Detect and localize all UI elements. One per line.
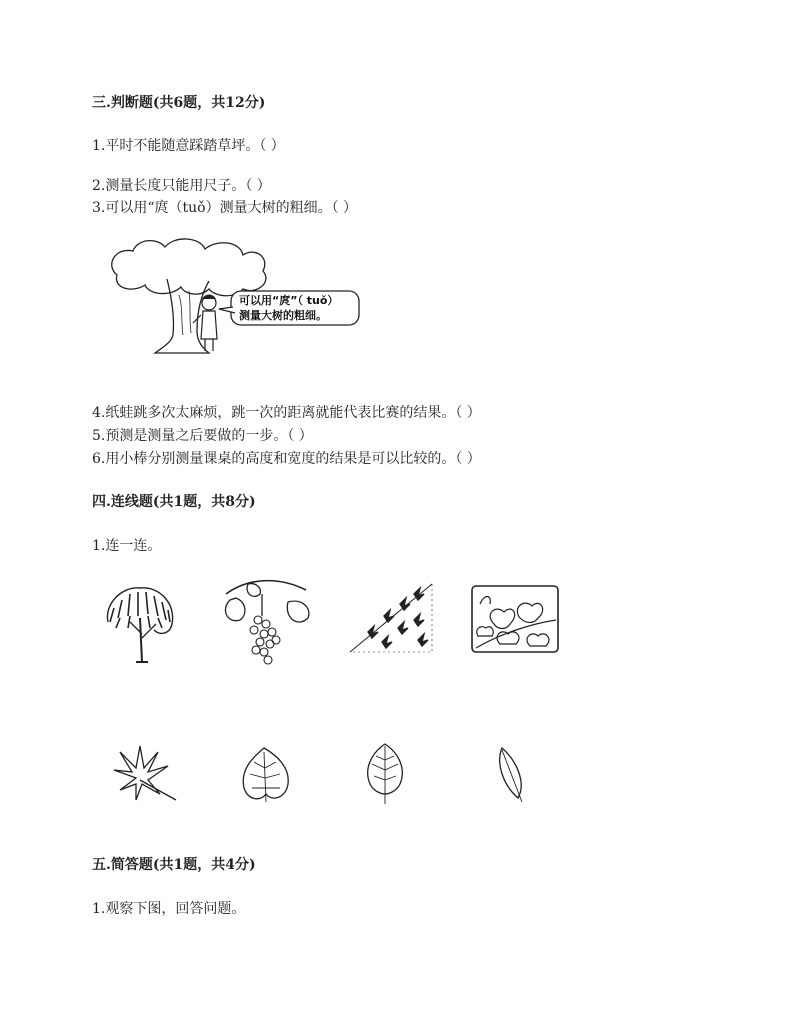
bubble-line-1: 可以用“庹”（ tuǒ） (239, 294, 339, 307)
maple-leaf-image (106, 744, 178, 804)
maple-branch-image (348, 582, 434, 654)
willow-leaf-image (492, 744, 532, 806)
oval-leaf-image (360, 740, 410, 806)
question-6: 6.用小棒分别测量课桌的高度和宽度的结果是可以比较的。（ ） (92, 451, 481, 467)
section-heading-short-answer: 五.简答题(共1题，共4分) (92, 857, 256, 873)
section-heading-matching: 四.连线题(共1题，共8分) (92, 494, 256, 510)
ivy-plant-image (470, 584, 560, 654)
matching-question-1: 1.连一连。 (92, 538, 162, 554)
question-1: 1.平时不能随意踩踏草坪。（ ） (92, 138, 285, 154)
heart-leaf-image (238, 744, 292, 806)
question-4: 4.纸蛙跳多次太麻烦，跳一次的距离就能代表比赛的结果。（ ） (92, 405, 481, 421)
question-2: 2.测量长度只能用尺子。（ ） (92, 178, 271, 194)
section-heading-judgment: 三.判断题(共6题，共12分) (92, 95, 266, 111)
short-answer-question-1: 1.观察下图，回答问题。 (92, 901, 246, 917)
willow-tree-image (100, 578, 180, 664)
question-3: 3.可以用“庹（tuǒ）测量大树的粗细。（ ） (92, 200, 358, 216)
question-5: 5.预测是测量之后要做的一步。（ ） (92, 428, 313, 444)
leafy-branch-image (218, 574, 314, 670)
bubble-line-2: 测量大树的粗细。 (239, 309, 327, 322)
tree-measure-illustration (105, 235, 365, 360)
